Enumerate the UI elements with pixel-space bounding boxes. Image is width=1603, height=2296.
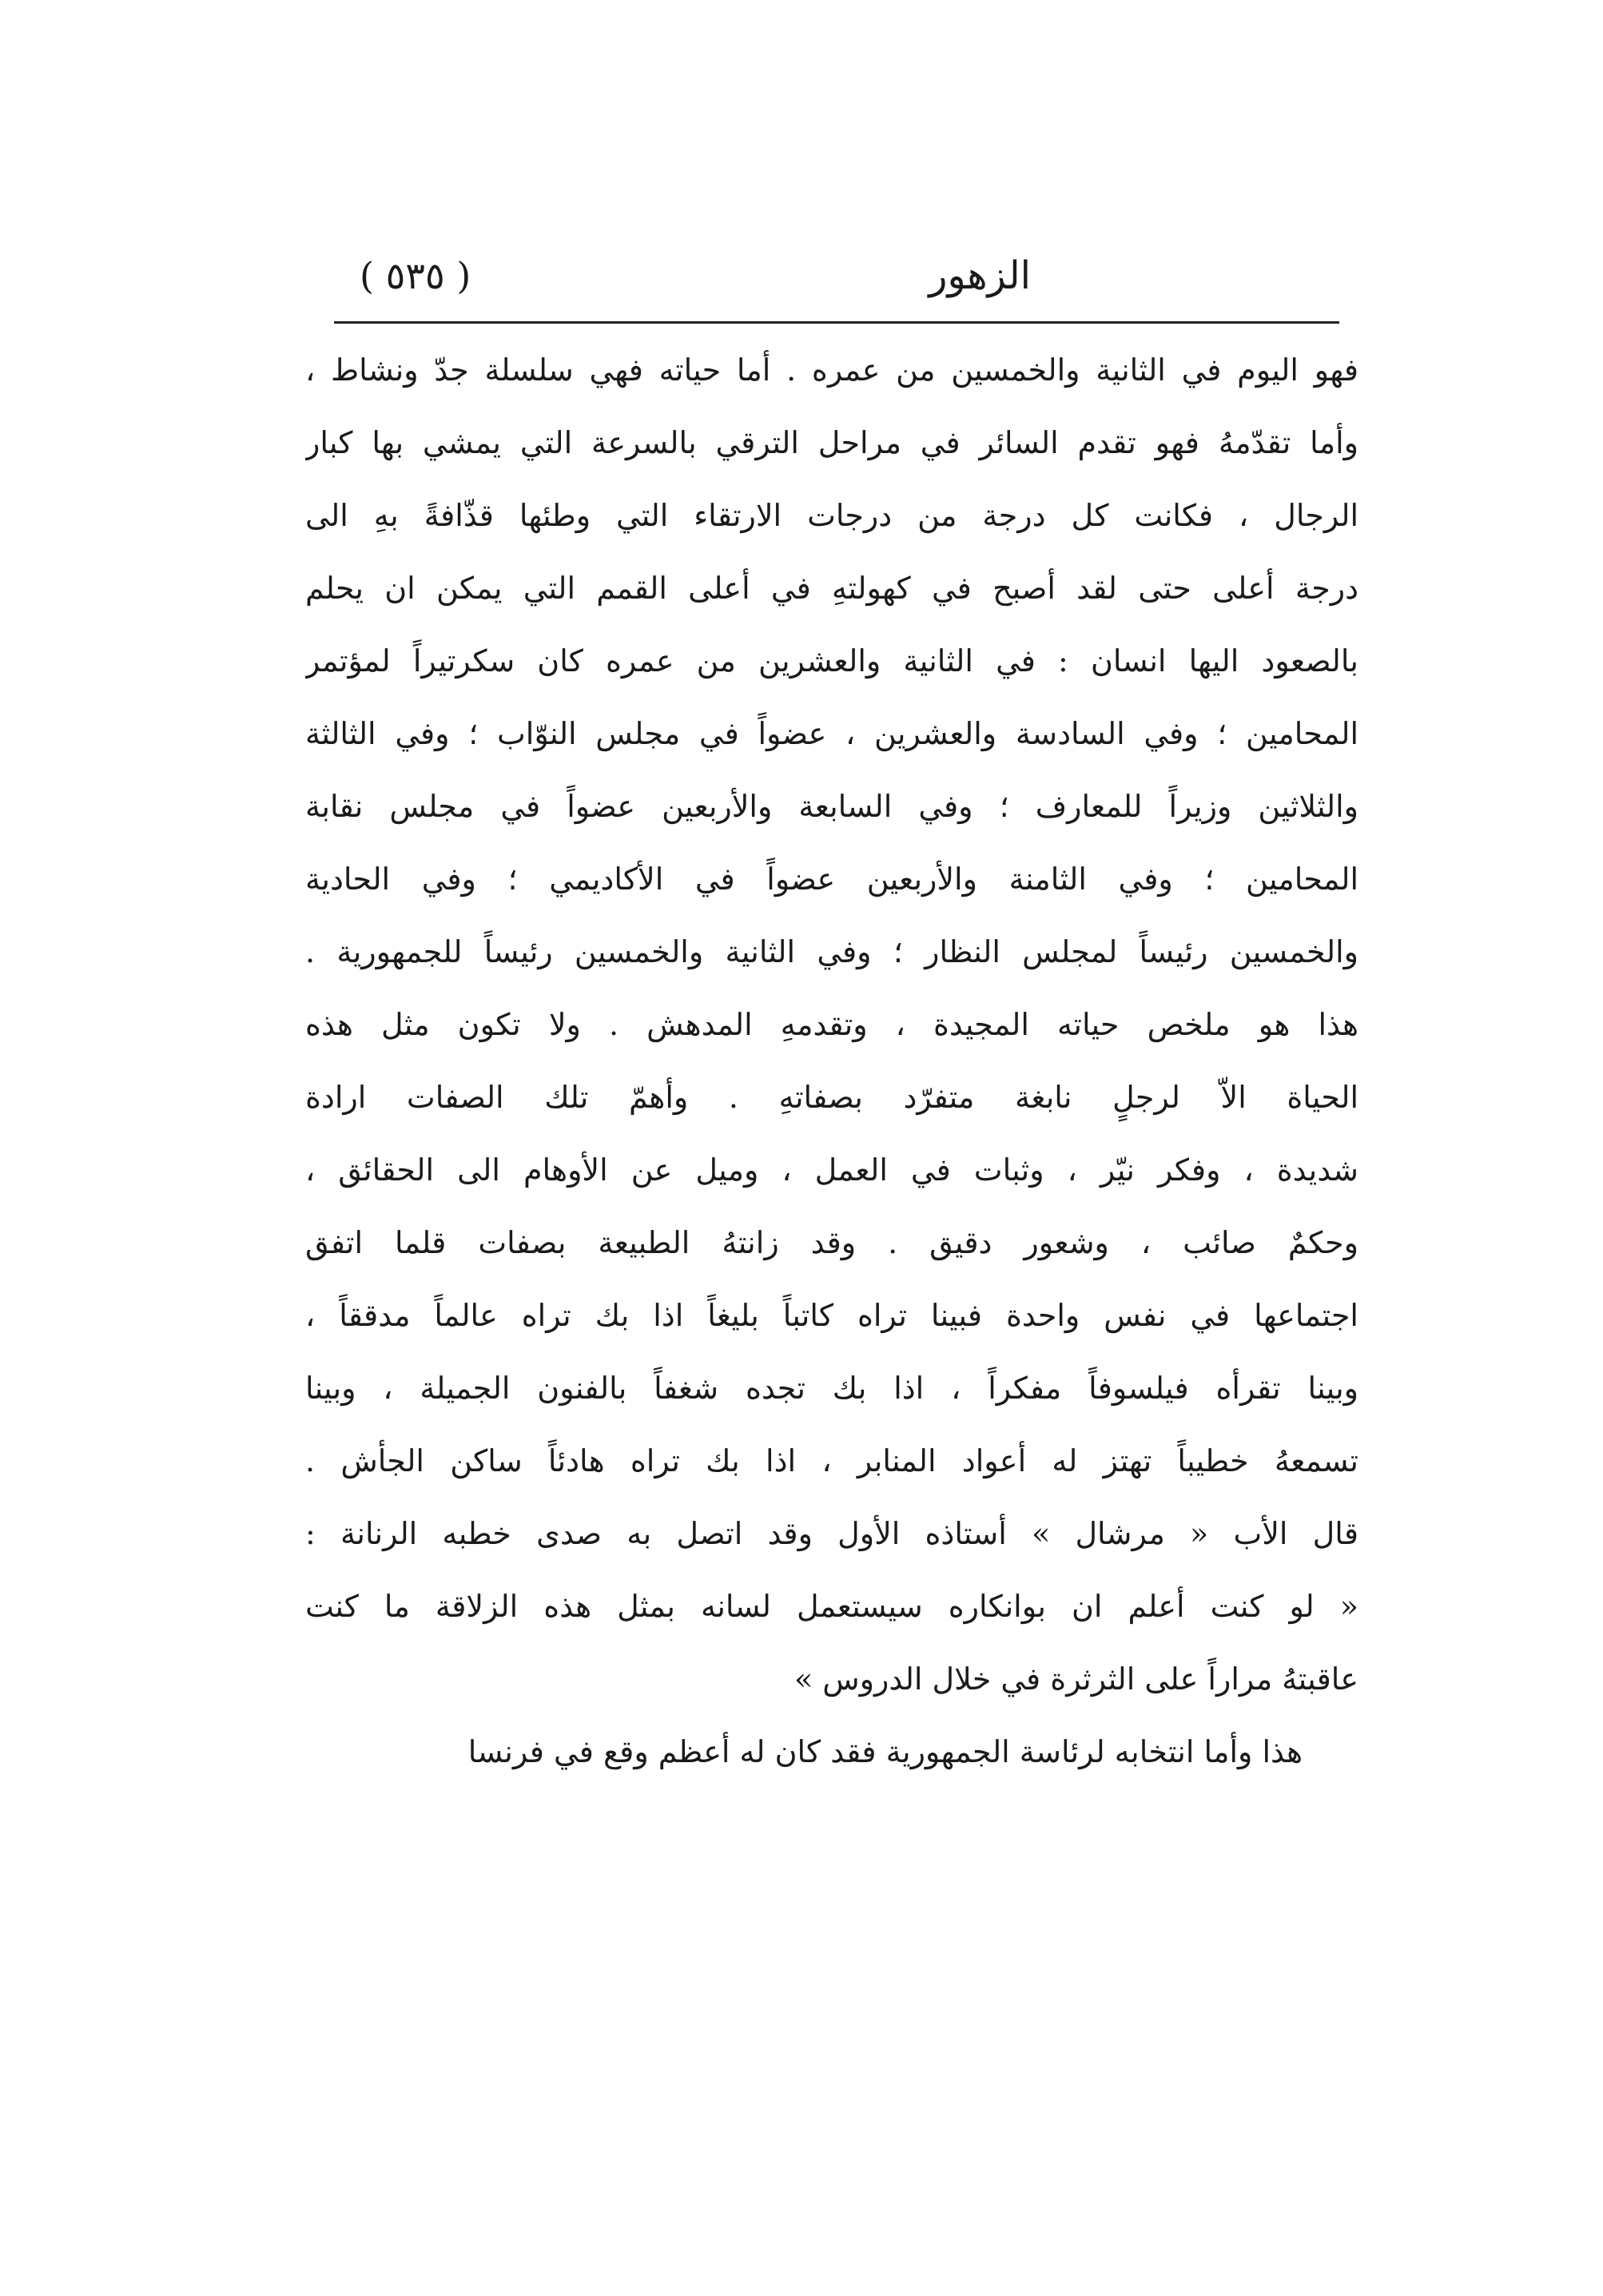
text-line: تسمعهُ خطيباً تهتز له أعواد المنابر ، اذا بك تراه هادئاً ساكن الجأش . xyxy=(305,1443,1358,1478)
text-line: وبينا تقرأه فيلسوفاً مفكراً ، اذا بك تجده شغفاً بالفنون الجميلة ، وبينا xyxy=(305,1371,1358,1406)
text-line: بالصعود اليها انسان : في الثانية والعشرين من عمره كان سكرتيراً لمؤتمر xyxy=(305,643,1358,678)
text-line: درجة أعلى حتى لقد أصبح في كهولتهِ في أعلى القمم التي يمكن ان يحلم xyxy=(305,571,1358,606)
text-line: هذا هو ملخص حياته المجيدة ، وتقدمهِ المدهش . ولا تكون مثل هذه xyxy=(305,1007,1358,1042)
quote-line-end: عاقبتهُ مراراً على الثرثرة في خلال الدروس » xyxy=(794,1661,1358,1697)
running-title: الزهور xyxy=(929,253,1031,298)
header-rule xyxy=(334,321,1339,324)
text-line: الرجال ، فكانت كل درجة من درجات الارتقاء التي وطئها قذّافةً بهِ الى xyxy=(305,498,1358,533)
text-line: وحكمٌ صائب ، وشعور دقيق . وقد زانتهُ الطبيعة بصفات قلما اتفق xyxy=(305,1225,1358,1260)
quote-line: « لو كنت أعلم ان بوانكاره سيستعمل لسانه بمثل هذه الزلاقة ما كنت xyxy=(305,1589,1358,1624)
text-line: اجتماعها في نفس واحدة فبينا تراه كاتباً بليغاً اذا بك تراه عالماً مدققاً ، xyxy=(305,1298,1358,1333)
text-line: المحامين ؛ وفي السادسة والعشرين ، عضواً في مجلس النوّاب ؛ وفي الثالثة xyxy=(305,716,1358,751)
text-line: والثلاثين وزيراً للمعارف ؛ وفي السابعة والأربعين عضواً في مجلس نقابة xyxy=(305,789,1358,824)
text-line: قال الأب « مرشال » أستاذه الأول وقد اتصل به صدى خطبه الرنانة : xyxy=(305,1516,1358,1551)
text-line: المحامين ؛ وفي الثامنة والأربعين عضواً في الأكاديمي ؛ وفي الحادية xyxy=(305,861,1358,897)
text-line: الحياة الاّ لرجلٍ نابغة متفرّد بصفاتهِ . وأهمّ تلك الصفات ارادة xyxy=(305,1080,1358,1115)
text-line: وأما تقدّمهُ فهو تقدم السائر في مراحل الترقي بالسرعة التي يمشي بها كبار xyxy=(305,425,1358,460)
running-header xyxy=(312,240,1303,312)
text-line: والخمسين رئيساً لمجلس النظار ؛ وفي الثانية والخمسين رئيساً للجمهورية . xyxy=(305,934,1358,969)
text-line: شديدة ، وفكر نيّر ، وثبات في العمل ، وميل عن الأوهام الى الحقائق ، xyxy=(305,1152,1358,1188)
page-number: ( ٥٣٥ ) xyxy=(360,254,471,297)
body-text xyxy=(305,334,1358,1789)
paragraph-start-line: هذا وأما انتخابه لرئاسة الجمهورية فقد كان له أعظم وقع في فرنسا xyxy=(467,1734,1303,1769)
text-line: فهو اليوم في الثانية والخمسين من عمره . أما حياته فهي سلسلة جدّ ونشاط ، xyxy=(305,352,1358,388)
